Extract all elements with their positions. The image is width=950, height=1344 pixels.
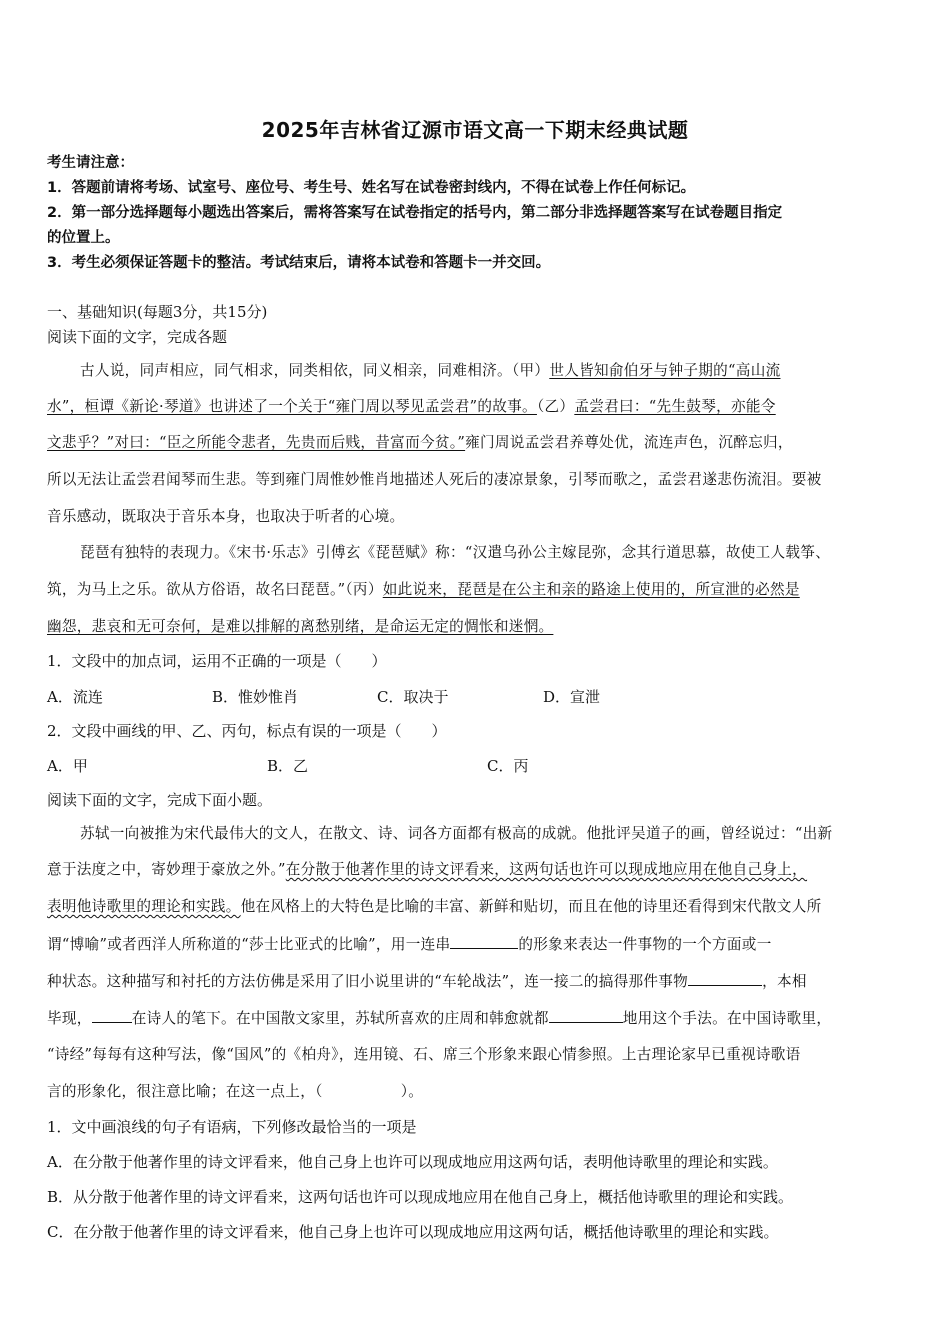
q3-option-c[interactable]: C．在分散于他著作里的诗文评看来，他自己身上也许可以现成地应用这两句话，概括他诗歌里的理论和实践。 <box>47 1223 779 1241</box>
passage-text: ，本相 <box>762 973 807 990</box>
fill-blank-3[interactable] <box>92 1008 132 1023</box>
q2-option-b[interactable]: B．乙 <box>267 757 309 775</box>
underlined-sentence-jia: 世人皆知俞伯牙与钟子期的“高山流 <box>549 362 781 379</box>
passage-text: 意于法度之中，寄妙理于豪放之外。” <box>47 861 286 878</box>
passage-text: 古人说，同声相应，同气相求，同类相依，同义相亲，同难相济。（甲） <box>80 362 550 379</box>
passage-3-line <box>47 1082 423 1102</box>
passage-1-line: 音乐感动，既取决于音乐本身，也取决于听者的心境。 <box>47 508 405 525</box>
passage-2-line: 琵琶有独特的表现力。《宋书·乐志》引傅玄《琵琶赋》称：“汉遣乌孙公主嫁昆弥，念其行道思慕，故使工人载筝、 <box>80 544 831 561</box>
q1-option-d[interactable]: D．宣泄 <box>543 688 601 706</box>
passage-1-line <box>80 361 780 381</box>
passage-text: 毕现， <box>47 1010 92 1027</box>
notice-heading: 考生请注意： <box>47 155 134 171</box>
section-2-intro: 阅读下面的文字，完成下面小题。 <box>47 791 273 809</box>
fill-blank-4[interactable] <box>549 1008 623 1023</box>
passage-2-line <box>47 617 553 637</box>
question-2-stem: 2．文段中画线的甲、乙、丙句，标点有误的一项是（ ） <box>47 722 447 740</box>
passage-text: 谓“博喻”或者西洋人所称道的“莎士比亚式的比喻”，用一连串 <box>47 936 451 953</box>
passage-1-line: 所以无法让孟尝君闻琴而生悲。等到雍门周惟妙惟肖地描述人死后的凄凉景象，引琴而歌之，孟尝君遂悲伤流泪。要被 <box>47 471 822 488</box>
wavy-underlined-sentence: 表明他诗歌里的理论和实践。 <box>47 898 241 915</box>
passage-3-line <box>47 971 807 992</box>
q1-option-c[interactable]: C．取决于 <box>377 688 449 706</box>
passage-2-line <box>47 580 800 600</box>
q3-option-a[interactable]: A．在分散于他著作里的诗文评看来，他自己身上也许可以现成地应用这两句话，表明他诗歌里的理论和实践。 <box>47 1153 778 1171</box>
passage-3-line <box>47 897 821 917</box>
passage-3-line <box>47 1008 831 1029</box>
q1-option-a[interactable]: A．流连 <box>47 688 103 706</box>
passage-text: 种状态。这种描写和衬托的方法仿佛是采用了旧小说里讲的“车轮战法”，连一接二的搞得那件事物 <box>47 973 689 990</box>
q3-option-b[interactable]: B．从分散于他著作里的诗文评看来，这两句话也许可以现成地应用在他自己身上，概括他诗歌里的理论和实践。 <box>47 1188 794 1206</box>
passage-text: 在诗人的笔下。在中国散文家里，苏轼所喜欢的庄周和韩愈就都 <box>131 1010 549 1027</box>
passage-3-line <box>47 860 807 880</box>
passage-text: 言的形象化，很注意比喻；在这一点上，（ <box>47 1083 323 1100</box>
q1-option-b[interactable]: B．惟妙惟肖 <box>212 688 299 706</box>
passage-text: 雍门周说孟尝君养尊处优，流连声色，沉醉忘归， <box>465 434 793 451</box>
question-3-stem: 1．文中画浪线的句子有语病，下列修改最恰当的一项是 <box>47 1118 417 1136</box>
q2-option-a[interactable]: A．甲 <box>47 757 88 775</box>
passage-1-line <box>47 433 793 453</box>
passage-3-line: 苏轼一向被推为宋代最伟大的文人，在散文、诗、词各方面都有极高的成就。他批评吴道子的画，曾经说过：“出新 <box>80 825 833 842</box>
q2-option-c[interactable]: C．丙 <box>487 757 529 775</box>
underlined-sentence-yi: 孟尝君曰：“先生鼓琴，亦能令 <box>574 398 776 415</box>
notice-item-2: 2．第一部分选择题每小题选出答案后，需将答案写在试卷指定的括号内，第二部分非选择题答案写在试卷题目指定 <box>47 205 783 221</box>
passage-3-line: “诗经”每每有这种写法，像“国风”的《柏舟》，连用镜、石、席三个形象来跟心情参照。上古理论家早已重视诗歌语 <box>47 1046 801 1063</box>
passage-text: ）。 <box>400 1083 424 1100</box>
underlined-sentence-bing: 如此说来，琵琶是在公主和亲的路途上使用的，所宣泄的必然是 <box>382 581 800 598</box>
underlined-sentence-bing: 幽怨，悲哀和无可奈何，是难以排解的离愁别绪，是命运无定的惆怅和迷惘。 <box>47 618 554 635</box>
notice-item-2-cont: 的位置上。 <box>47 230 120 246</box>
notice-item-1: 1．答题前请将考场、试室号、座位号、考生号、姓名写在试卷密封线内，不得在试卷上作任何标记。 <box>47 180 696 196</box>
passage-text: 他在风格上的大特色是比喻的丰富、新鲜和贴切，而且在他的诗里还看得到宋代散文人所 <box>240 898 822 915</box>
page-title: 2025年吉林省辽源市语文高一下期末经典试题 <box>261 118 689 142</box>
passage-3-line <box>47 934 772 955</box>
section-1-heading: 一、基础知识(每题3分，共15分) <box>47 303 268 321</box>
fill-blank-1[interactable] <box>450 934 518 949</box>
passage-text: （乙） <box>536 398 575 415</box>
section-1-intro: 阅读下面的文字，完成各题 <box>47 328 228 346</box>
passage-text: 的形象来表达一件事物的一个方面或一 <box>518 936 772 953</box>
notice-item-3: 3．考生必须保证答题卡的整洁。考试结束后，请将本试卷和答题卡一并交回。 <box>47 255 551 271</box>
underlined-sentence-yi: 文悲乎？”对曰：“臣之所能令悲者，先贵而后贱，昔富而今贫。” <box>47 434 466 451</box>
wavy-underlined-sentence: 在分散于他著作里的诗文评看来，这两句话也许可以现成地应用在他自己身上， <box>285 861 808 878</box>
passage-text: 地用这个手法。在中国诗歌里， <box>622 1010 832 1027</box>
passage-1-line <box>47 397 776 417</box>
underlined-sentence-jia: 水”，桓谭《新论·琴道》也讲述了一个关于“雍门周以琴见孟尝君”的故事。 <box>47 398 537 415</box>
question-1-stem: 1．文段中的加点词，运用不正确的一项是（ ） <box>47 652 387 670</box>
passage-text: 筑，为马上之乐。欲从方俗语，故名曰琵琶。”（丙） <box>47 581 383 598</box>
fill-blank-2[interactable] <box>688 971 762 986</box>
